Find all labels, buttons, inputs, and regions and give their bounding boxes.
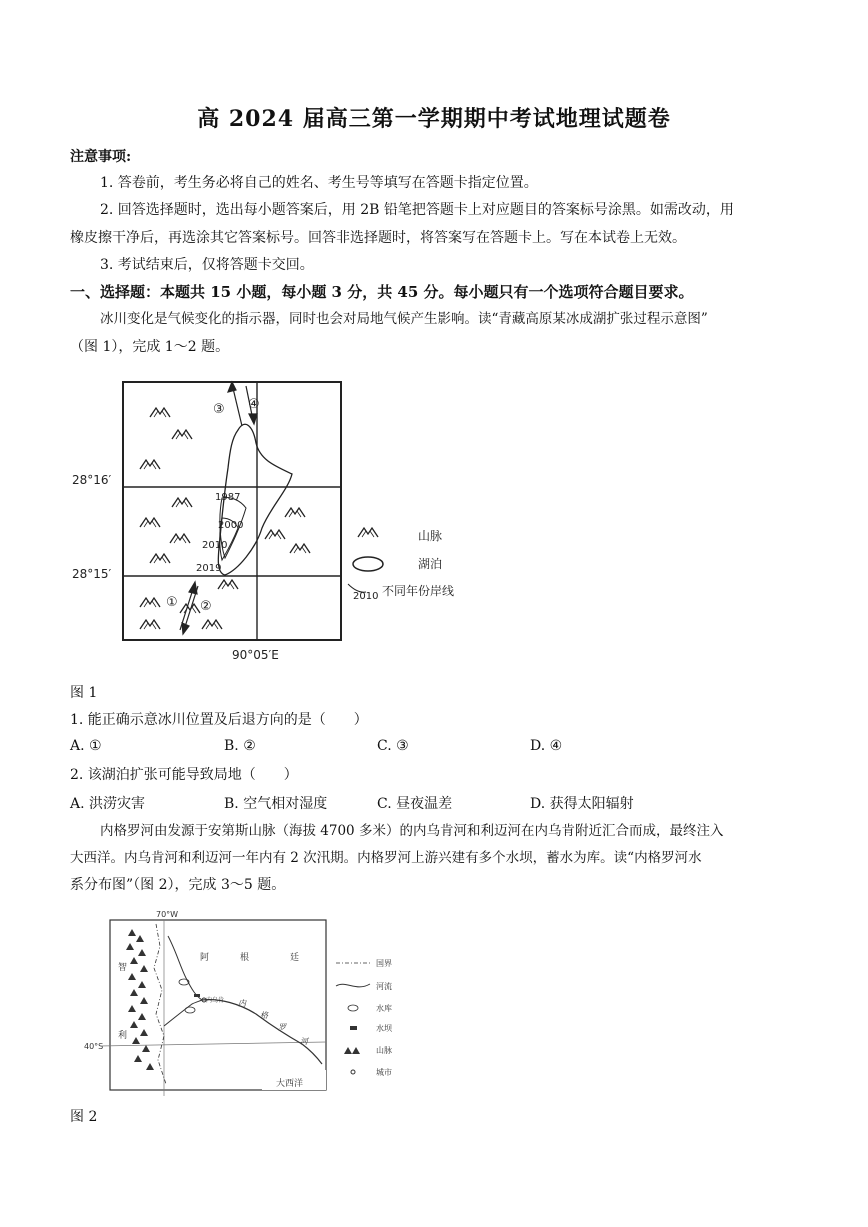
- legend-lake-label: 湖泊: [418, 557, 443, 571]
- mountain-icon: [265, 530, 285, 539]
- q2-option-d[interactable]: D. 获得太阳辐射: [530, 796, 634, 812]
- mountain-icon: [172, 430, 192, 439]
- lon-label: 70°W: [156, 910, 179, 919]
- lat-label: 28°15′: [72, 567, 112, 581]
- intro2-line-2: 大西洋。内乌肯河和利迈河一年内有 2 次汛期。内格罗河上游兴建有多个水坝，蓄水为库。读“内格罗河水: [70, 850, 702, 866]
- intro1-line-1: 冰川变化是气候变化的指示器，同时也会对局地气候产生影响。读“青藏高原某冰成湖扩张过程示意图”: [100, 311, 708, 327]
- lat-label: 28°16′: [72, 473, 112, 487]
- section-heading: 一、选择题：本题共 15 小题，每小题 3 分，共 45 分。每小题只有一个选项符合题目要求。: [70, 283, 694, 301]
- mountain-icon: [140, 598, 160, 607]
- figure-1-map: [70, 368, 490, 668]
- legend-mountain-icon: [358, 528, 378, 537]
- legend-label: 国界: [376, 959, 392, 968]
- mountain-icon: [170, 534, 190, 543]
- figure-1-caption: 图 1: [70, 685, 98, 701]
- legend-label: 山脉: [376, 1046, 392, 1055]
- q2-option-c[interactable]: C. 昼夜温差: [377, 796, 453, 812]
- negro-river: [202, 1000, 322, 1064]
- country-label: 智: [118, 963, 128, 973]
- city-label: 内乌肯: [206, 997, 225, 1004]
- figure-2-map: [80, 906, 410, 1096]
- notice-item-1: 1. 答卷前，考生务必将自己的姓名、考生号等填写在答题卡指定位置。: [100, 175, 538, 191]
- mountain-icon: [140, 518, 160, 527]
- country-label: 利: [118, 1031, 128, 1041]
- legend-lake-icon: [353, 557, 383, 571]
- map2-frame: [110, 920, 326, 1090]
- ocean-label: 大西洋: [276, 1079, 304, 1089]
- question-1-stem: 1. 能正确示意冰川位置及后退方向的是（ ）: [70, 712, 368, 728]
- lon-label: 90°05′E: [232, 648, 279, 662]
- page-title: 高 2024 届高三第一学期期中考试地理试题卷: [197, 106, 671, 132]
- country-label: 廷: [290, 953, 300, 963]
- mountain-icon: [140, 460, 160, 469]
- country-label: 根: [240, 953, 250, 963]
- mountain-icon: [150, 554, 170, 563]
- mountain-icon: [290, 544, 310, 553]
- q1-option-c[interactable]: C. ③: [377, 738, 409, 754]
- legend-label: 城市: [376, 1068, 392, 1077]
- intro2-line-3: 系分布图”（图 2），完成 3～5 题。: [70, 877, 286, 893]
- q1-option-b[interactable]: B. ②: [224, 738, 256, 754]
- q2-option-b[interactable]: B. 空气相对湿度: [224, 796, 328, 812]
- mountain-icon: [140, 620, 160, 629]
- mountain-icon: [285, 508, 305, 517]
- intro2-line-1: 内格罗河由发源于安第斯山脉（海拔 4700 多米）的内乌肯河和利迈河在内乌肯附近汇合而成，最终注入: [100, 823, 724, 839]
- legend-shoreline-label: 不同年份岸线: [382, 584, 455, 598]
- notice-heading: 注意事项:: [70, 149, 132, 165]
- limay-river: [164, 1000, 202, 1026]
- year-label: 1987: [215, 492, 241, 503]
- dam-icon: [194, 994, 200, 997]
- legend-label: 河流: [376, 982, 392, 991]
- mountain-icon: [172, 498, 192, 507]
- notice-item-2: 2. 回答选择题时，选出每小题答案后，用 2B 铅笔把答题卡上对应题目的答案标号涂黑。如需改动，用: [100, 202, 734, 218]
- question-2-stem: 2. 该湖泊扩张可能导致局地（ ）: [70, 767, 298, 783]
- country-label: 阿: [200, 953, 210, 963]
- arrow-label: ①: [166, 595, 178, 610]
- river-label: 内: [238, 999, 246, 1008]
- year-label: 2000: [218, 520, 244, 531]
- legend-year-sample: 2010: [353, 591, 379, 602]
- neuquen-river: [168, 936, 202, 1000]
- legend-mountain-label: 山脉: [418, 529, 443, 543]
- year-label: 2010: [202, 540, 228, 551]
- legend-label: 水库: [376, 1004, 392, 1013]
- arrow-label: ③: [213, 402, 225, 417]
- legend-label: 水坝: [376, 1024, 392, 1033]
- mountain-icon: [218, 580, 238, 589]
- mountain-icon: [202, 620, 222, 629]
- notice-item-3: 3. 考试结束后，仅将答题卡交回。: [100, 257, 314, 273]
- river-label: 罗: [278, 1023, 286, 1032]
- q1-option-a[interactable]: A. ①: [70, 738, 102, 754]
- mountain-icon: [150, 408, 170, 417]
- reservoir-icon: [185, 1007, 195, 1013]
- q2-option-a[interactable]: A. 洪涝灾害: [70, 796, 146, 812]
- figure-2-caption: 图 2: [70, 1109, 98, 1125]
- lat-label: 40°S: [84, 1042, 104, 1051]
- q1-option-d[interactable]: D. ④: [530, 738, 563, 754]
- river-label: 格: [260, 1011, 268, 1020]
- arrow-label: ④: [248, 397, 260, 412]
- river-label: 河: [300, 1037, 308, 1046]
- intro1-line-2: （图 1），完成 1～2 题。: [70, 339, 230, 355]
- arrow-label: ②: [200, 599, 212, 614]
- year-label: 2019: [196, 563, 222, 574]
- reservoir-icon: [179, 979, 189, 985]
- andes-mountains: [126, 929, 154, 1070]
- notice-item-2-cont: 橡皮擦干净后，再选涂其它答案标号。回答非选择题时，将答案写在答题卡上。写在本试卷上无效。: [70, 230, 686, 246]
